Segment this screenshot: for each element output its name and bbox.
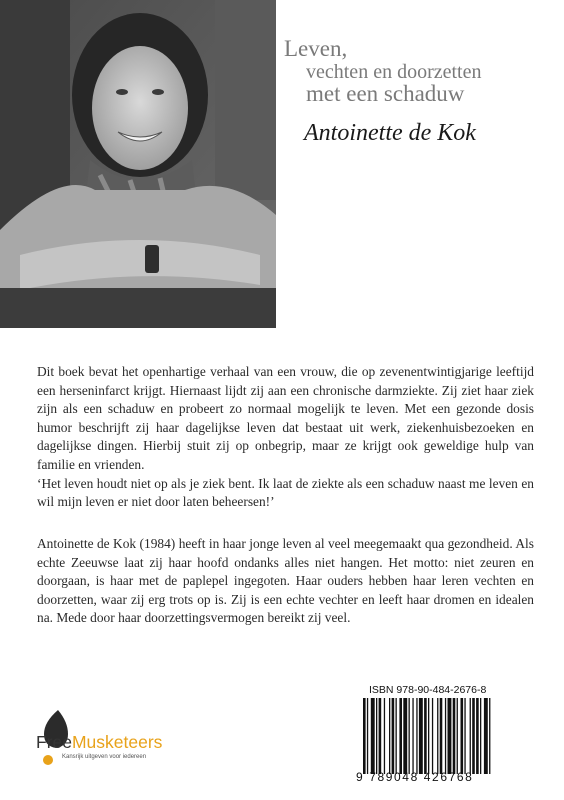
author-bio: Antoinette de Kok (1984) heeft in haar jonge leven al veel meegemaakt qua gezondheid. Als echte Zeeuwse laat zij haar hoofd ondanks alles niet hangen. Het motto: niet zeuren en doorgaan, is haar met de paplepel ingegoten. Haar ouders hebben haar leren vechten en doorzetten, waar zij erg trots op is. Zij is een echte vechter en leeft haar dromen en idealen na. Mede door haar doorzettingsvermogen bereikt zij veel. xyxy=(37,536,534,626)
blurb-paragraph-2 xyxy=(37,535,534,628)
barcode-bar xyxy=(461,698,464,774)
barcode-bar xyxy=(416,698,417,774)
barcode-bar xyxy=(396,698,397,774)
publisher-name-musketeers: Musketeers xyxy=(71,732,163,752)
author-photo xyxy=(0,0,276,328)
barcode-bar xyxy=(470,698,471,774)
barcode-bar xyxy=(432,698,433,774)
publisher-name xyxy=(36,732,162,753)
barcode-bar xyxy=(403,698,407,774)
barcode-bar xyxy=(384,698,385,774)
barcode-bar xyxy=(367,698,368,774)
barcode-bar xyxy=(424,698,427,774)
barcode-bar xyxy=(399,698,402,774)
title-line-2: vechten en doorzetten xyxy=(306,61,482,83)
barcode-bar xyxy=(412,698,413,774)
book-title xyxy=(284,36,554,106)
publisher-logo xyxy=(36,708,196,772)
publisher-name-free: Free xyxy=(36,732,72,752)
barcode-bar xyxy=(392,698,395,774)
barcode-bar xyxy=(453,698,456,774)
blurb-text: Dit boek bevat het openhartige verhaal van een vrouw, die op zevenentwintigjarige leeftijd een herseninfarct krijgt. Hiernaast lijdt zij aan een chronische darmziekte. Zij ziet haar ziek zijn als een schaduw en probeert zo normaal mogelijk te leven. Met een gezonde dosis humor beschrijft zij haar dagelijkse leven dat bestaat uit werk, ziekenhuisbezoeken en dagelijkse dingen. Hierbij stuit zij op onbegrip, maar ze krijgt ook geweldige hulp van familie en vrienden. xyxy=(37,364,534,472)
barcode-bar xyxy=(419,698,423,774)
barcode-bar xyxy=(379,698,382,774)
barcode-bar xyxy=(480,698,481,774)
barcode-bar xyxy=(371,698,375,774)
title-line-1: Leven, xyxy=(284,36,348,61)
barcode-bar xyxy=(363,698,366,774)
barcode-bar xyxy=(440,698,443,774)
barcode xyxy=(363,698,531,774)
barcode-bar xyxy=(472,698,475,774)
author-name: Antoinette de Kok xyxy=(304,120,476,146)
barcode-bar xyxy=(476,698,479,774)
barcode-bar xyxy=(389,698,390,774)
publisher-tagline: Kansrijk uitgeven voor iedereen xyxy=(62,754,147,760)
barcode-bar xyxy=(376,698,377,774)
barcode-bar xyxy=(409,698,410,774)
barcode-bar xyxy=(489,698,490,774)
barcode-bar xyxy=(484,698,488,774)
barcode-bar xyxy=(437,698,438,774)
barcode-digits: 9 789048 426768 xyxy=(356,770,474,784)
barcode-bar xyxy=(464,698,465,774)
barcode-bar xyxy=(428,698,429,774)
author-portrait-image xyxy=(0,0,276,328)
barcode-bar xyxy=(448,698,452,774)
title-line-3: met een schaduw xyxy=(306,81,465,106)
isbn-label: ISBN 978-90-484-2676-8 xyxy=(369,684,487,696)
blurb-quote: ‘Het leven houdt niet op als je ziek bent. Ik laat de ziekte als een schaduw naast me leven en wil mijn leven er niet door laten beheersen!’ xyxy=(37,475,534,510)
blurb-paragraph-1 xyxy=(37,363,534,512)
barcode-bar xyxy=(445,698,446,774)
barcode-bar xyxy=(457,698,458,774)
